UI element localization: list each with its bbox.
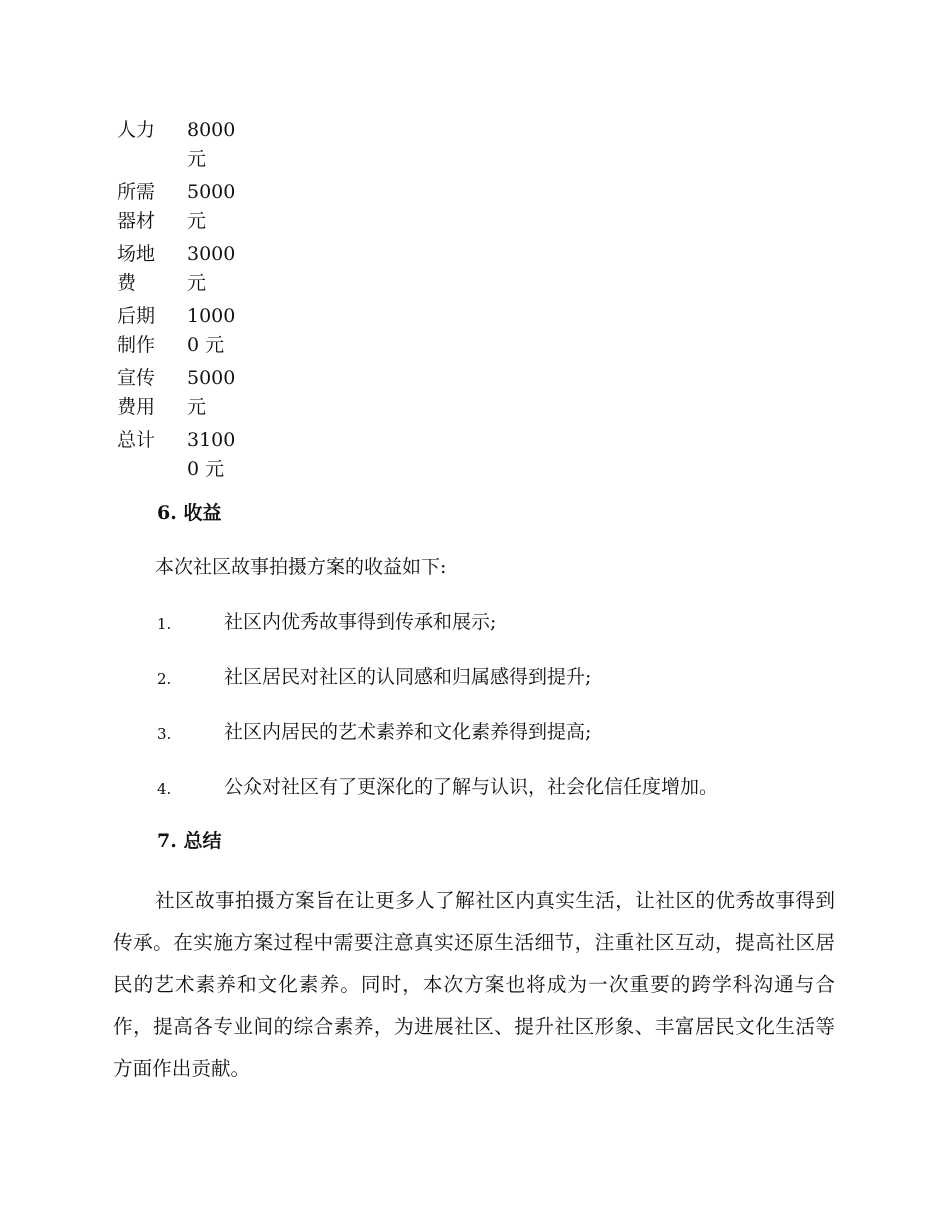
table-row [117, 240, 243, 302]
budget-item-cell: 后期制作 [117, 305, 156, 356]
budget-amount-cell: 8000 元 [187, 119, 236, 170]
budget-amount-cell: 31000 元 [187, 429, 236, 480]
budget-amount-cell: 5000 元 [187, 367, 236, 418]
list-number: 2. [157, 670, 172, 688]
table-row [117, 302, 243, 364]
budget-table [117, 116, 243, 488]
section-7-heading: 7. 总结 [157, 830, 222, 852]
budget-item-cell: 场地费 [117, 243, 156, 294]
budget-item-cell: 所需器材 [117, 181, 156, 232]
budget-item-cell: 人力 [117, 119, 156, 141]
list-text: 社区内优秀故事得到传承和展示; [224, 611, 497, 633]
budget-amount-cell: 3000 元 [187, 243, 236, 294]
budget-item-cell: 宣传费用 [117, 367, 156, 418]
summary-paragraph: 社区故事拍摄方案旨在让更多人了解社区内真实生活，让社区的优秀故事得到传承。在实施方案过程中需要注意真实还原生活细节，注重社区互动，提高社区居民的艺术素养和文化素养。同时，本次方案也将成为一次重要的跨学科沟通与合作，提高各专业间的综合素养，为进展社区、提升社区形象、丰富居民文化生活等方面作出贡献。 [113, 889, 835, 1080]
table-row [117, 116, 243, 178]
budget-amount-cell: 5000 元 [187, 181, 236, 232]
table-row [117, 364, 243, 426]
list-text: 社区居民对社区的认同感和归属感得到提升; [224, 666, 592, 688]
budget-amount-cell: 10000 元 [187, 305, 236, 356]
list-number: 3. [157, 725, 172, 743]
list-number: 1. [157, 615, 172, 633]
list-text: 公众对社区有了更深化的了解与认识，社会化信任度增加。 [224, 776, 719, 798]
list-number: 4. [157, 780, 172, 798]
section-6-heading: 6. 收益 [157, 502, 222, 524]
budget-item-cell: 总计 [117, 429, 156, 451]
table-row [117, 178, 243, 240]
list-text: 社区内居民的艺术素养和文化素养得到提高; [224, 721, 592, 743]
section-6-intro: 本次社区故事拍摄方案的收益如下: [155, 556, 447, 578]
table-row [117, 426, 243, 488]
